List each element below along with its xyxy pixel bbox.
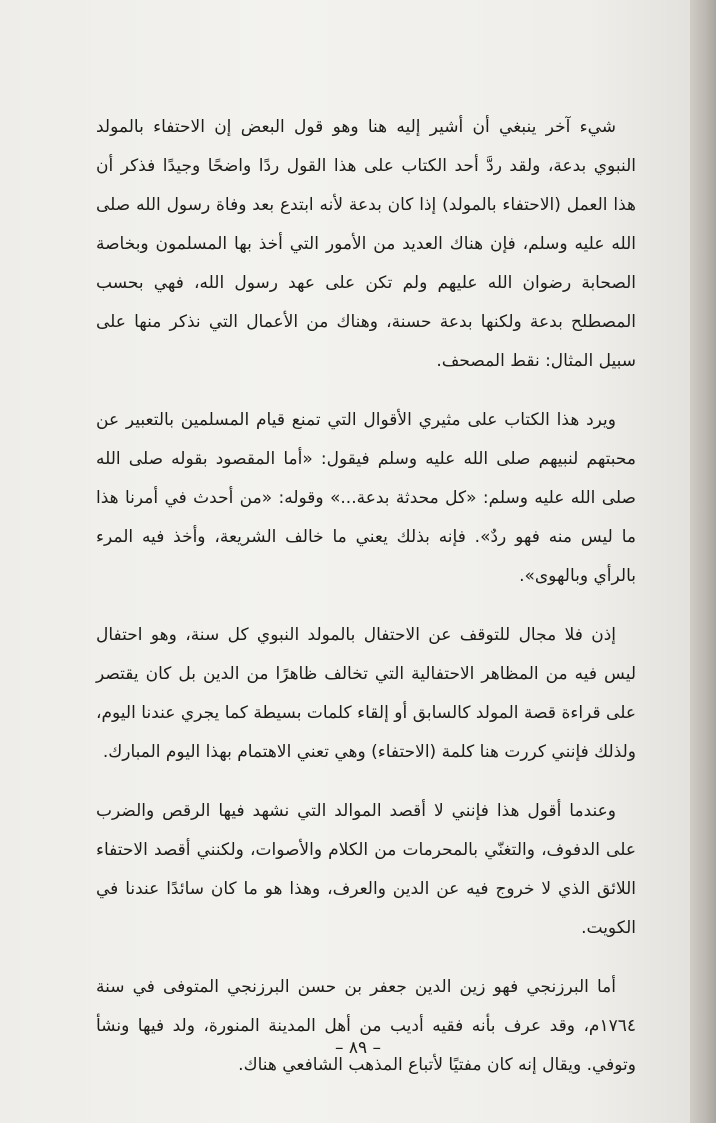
body-text: [96, 108, 636, 1105]
paragraph-response-quote: ويرد هذا الكتاب على مثيري الأقوال التي تمنع قيام المسلمين بالتعبير عن محبتهم لنبيهم صلى الله عليه وسلم فيقول: «أما المقصود بقوله صلى الله صلى الله عليه وسلم: «كل محدثة بدعة...» وقوله: «من أحدث في أمرنا هذا ما ليس منه فهو ردٌ». فإنه بذلك يعني ما خالف الشريعة، وأخذ فيه المرء بالرأي وبالهوى».: [96, 410, 636, 586]
paragraph-barzanji-bio: أما البرزنجي فهو زين الدين جعفر بن حسن البرزنجي المتوفى في سنة ١٧٦٤م، وقد عرف بأنه فقيه أديب من أهل المدينة المنورة، ولد فيها ونشأ وتوفي. ويقال إنه كان مفتيًا لأتباع المذهب الشافعي هناك.: [96, 977, 636, 1075]
paragraph-proper-celebration: وعندما أقول هذا فإنني لا أقصد الموالد التي نشهد فيها الرقص والضرب على الدفوف، والتغنّي بالمحرمات من الكلام والأصوات، ولكنني أقصد الاحتفاء اللائق الذي لا خروج فيه عن الدين والعرف، وهذا هو ما كان سائدًا عندنا في الكويت.: [96, 801, 636, 938]
page-number: – ٨٩ –: [334, 1038, 382, 1058]
next-page-edge: [690, 0, 716, 1123]
paragraph-bidaa-argument: شيء آخر ينبغي أن أشير إليه هنا وهو قول البعض إن الاحتفاء بالمولد النبوي بدعة، ولقد ردَّ أحد الكتاب على هذا القول ردًا واضحًا وجيدًا فذكر أن هذا العمل (الاحتفاء بالمولد) إذا كان بدعة لأنه ابتدع بعد وفاة رسول الله صلى الله عليه وسلم، فإن هناك العديد من الأمور التي أخذ بها المسلمون وبخاصة الصحابة رضوان الله عليهم ولم تكن على عهد رسول الله، فهي بحسب المصطلح بدعة ولكنها بدعة حسنة، وهناك من الأعمال التي نذكر منها على سبيل المثال: نقط المصحف.: [96, 117, 636, 371]
paragraph-annual-celebration: إذن فلا مجال للتوقف عن الاحتفال بالمولد النبوي كل سنة، وهو احتفال ليس فيه من المظاهر الاحتفالية التي تخالف ظاهرًا من الدين بل كان يقتصر على قراءة قصة المولد كالسابق أو إلقاء كلمات بسيطة كما يجري عندنا اليوم، ولذلك فإنني كررت هنا كلمة (الاحتفاء) وهي تعني الاهتمام بهذا اليوم المبارك.: [96, 625, 636, 762]
